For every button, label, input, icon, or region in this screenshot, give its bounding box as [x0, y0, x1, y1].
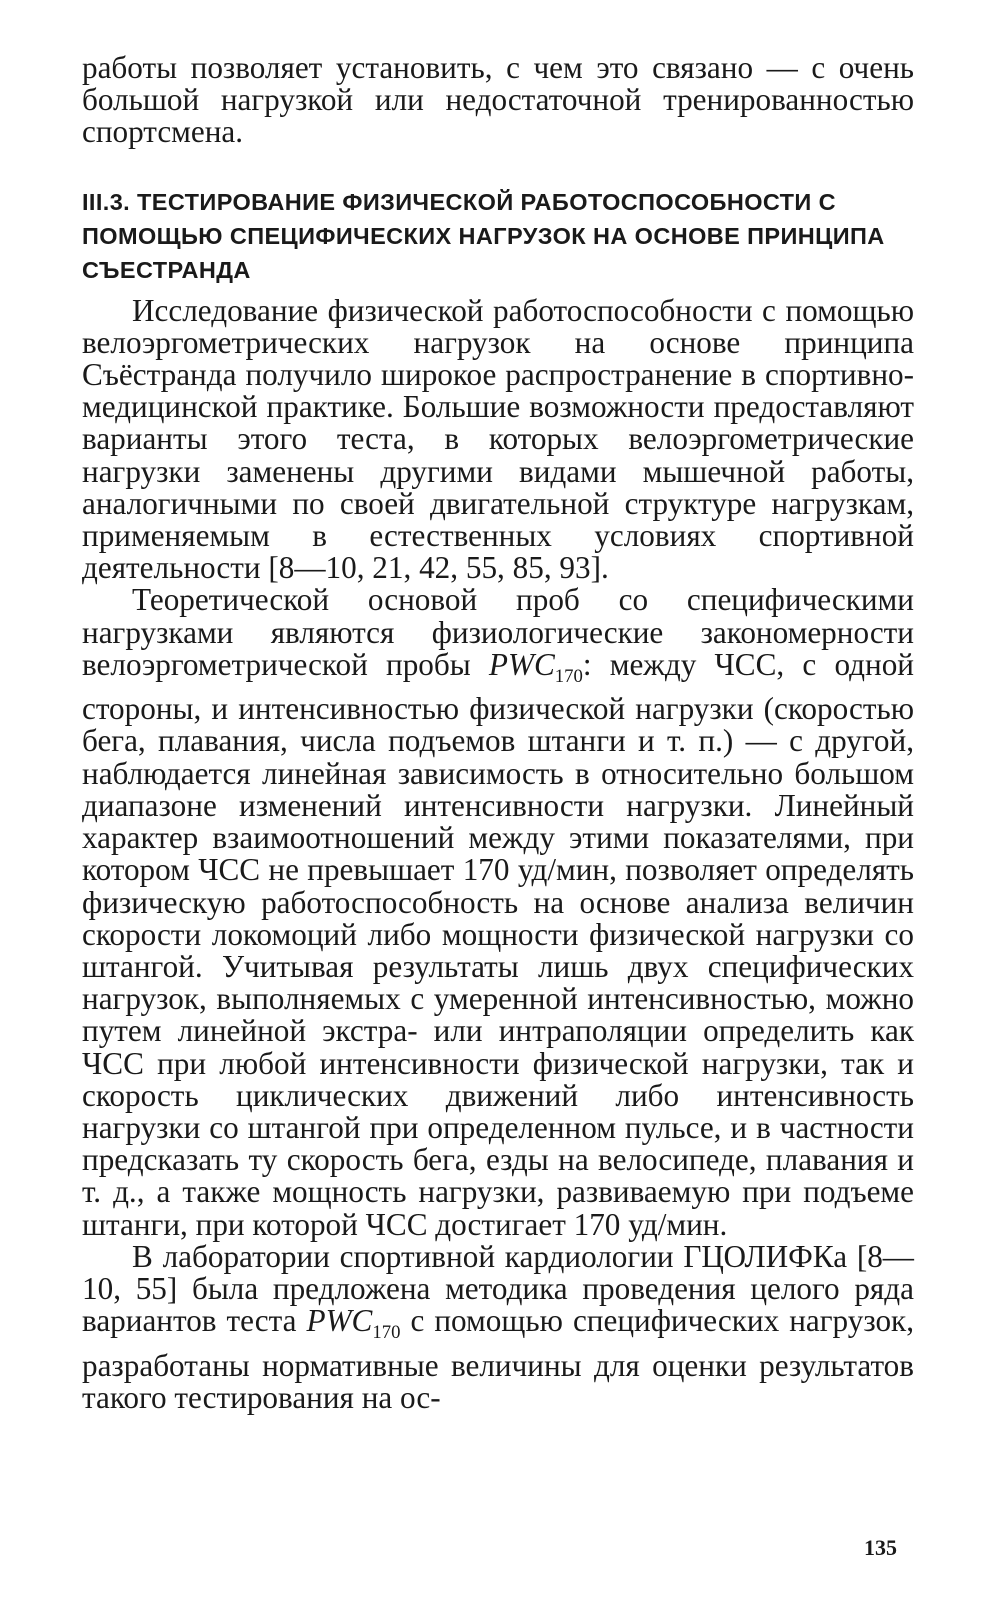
paragraph-2 — [82, 584, 914, 1240]
pwc-label-2: PWC — [306, 1303, 373, 1339]
paragraph-3-part-2: с помощью специфических нагрузок, разработаны нормативные величины для оценки результатов такого тестирования на ос- — [82, 1303, 914, 1415]
pwc-label: PWC — [488, 646, 555, 682]
paragraph-2-part-2: : между ЧСС, с одной стороны, и интенсивностью физической нагрузки (скоростью бега, плавания, числа подъемов штанги и т. п.) — с другой, наблюдается линейная зависимость в относительно большом диапазоне изменений интенсивности нагрузки. Линейный характер взаимоотношений между этими показателями, при котором ЧСС не превышает 170 уд/мин, позволяет определять физическую работоспособность на основе анализа величин скорости локомоций либо мощности физической нагрузки со штангой. Учитывая результаты лишь двух специфических нагрузок, выполняемых с умеренной интенсивностью, можно путем линейной экстра- или интраполяции определить как ЧСС при любой интенсивности физической нагрузки, так и скорость циклических движений либо интенсивность нагрузки со штангой при определенном пульсе, и в частности предсказать ту скорость бега, езды на велосипеде, плавания и т. д., а также мощность нагрузки, развиваемую при подъеме штанги, при которой ЧСС достигает 170 уд/мин. — [82, 646, 914, 1242]
pwc-subscript: 170 — [554, 666, 583, 688]
paragraph-3-part-1: В лаборатории спортивной кардиологии ГЦОЛИФКа [8—10, 55] была предложена методика проведения целого ряда вариантов теста — [82, 1238, 914, 1339]
page-number: 135 — [864, 1535, 897, 1560]
paragraph-3 — [82, 1238, 914, 1415]
pwc-term — [488, 646, 583, 688]
intro-paragraph: работы позволяет установить, с чем это связано — с очень большой нагрузкой или недостаточной тренированностью спортсмена. — [82, 50, 914, 150]
paragraph-2-part-1: Теоретической основой проб со специфическими нагрузками являются физиологические закономерности велоэргометрической пробы — [82, 582, 914, 682]
section-heading: III.3. ТЕСТИРОВАНИЕ ФИЗИЧЕСКОЙ РАБОТОСПОСОБНОСТИ С ПОМОЩЬЮ СПЕЦИФИЧЕСКИХ НАГРУЗОК НА ОСНОВЕ ПРИНЦИПА СЪЕСТРАНДА — [82, 188, 885, 283]
book-page — [82, 52, 914, 1414]
pwc-subscript-2: 170 — [372, 1322, 401, 1344]
pwc-term-2 — [306, 1303, 401, 1344]
paragraph-1: Исследование физической работоспособности с помощью велоэргометрических нагрузок на основе принципа Съёстранда получило широкое распространение в спортивно-медицинской практике. Большие возможности предоставляют варианты этого теста, в которых велоэргометрические нагрузки заменены другими видами мышечной работы, аналогичными по своей двигательной структуре нагрузкам, применяемым в естественных условиях спортивной деятельности [8—10, 21, 42, 55, 85, 93]. — [82, 292, 914, 586]
